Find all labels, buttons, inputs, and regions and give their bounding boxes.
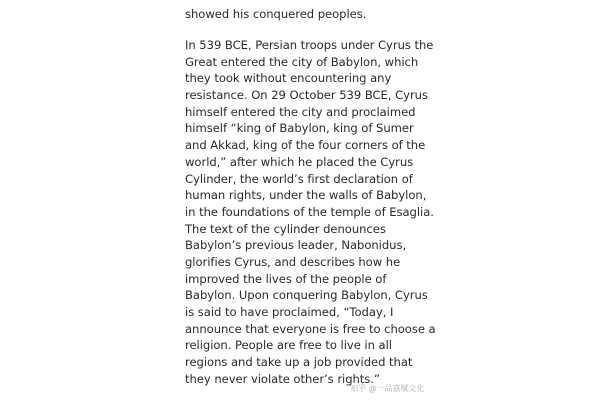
- paragraph-line: is said to have proclaimed, “Today, I: [185, 305, 394, 319]
- paragraph-line: Great entered the city of Babylon, which: [185, 54, 419, 69]
- paragraph-line: himself entered the city and proclaimed: [185, 104, 416, 119]
- paragraph-line: himself “king of Babylon, king of Sumer: [185, 121, 414, 136]
- paragraph-line: world,” after which he placed the Cyrus: [185, 154, 414, 169]
- paragraph-line: The text of the cylinder denounces: [185, 221, 386, 236]
- paragraph-line: improved the lives of the people of: [185, 271, 387, 286]
- paragraph-line: they never violate other’s rights.”: [185, 371, 380, 386]
- paragraph-line: and Akkad, king of the four corners of the: [185, 138, 426, 153]
- paragraph-line: Cylinder, the world’s first declaration of: [185, 171, 413, 186]
- paragraph-line: Babylon. Upon conquering Babylon, Cyrus: [185, 288, 428, 303]
- paragraph-line: resistance. On 29 October 539 BCE, Cyrus: [185, 88, 428, 103]
- paragraph-line: regions and take up a job provided that: [185, 355, 413, 370]
- paragraph-line: In 539 BCE, Persian troops under Cyrus the: [185, 38, 434, 52]
- paragraph-line: religion. People are free to live in all: [185, 338, 392, 353]
- paragraph-line: human rights, under the walls of Babylon,: [185, 188, 427, 203]
- previous-paragraph: [185, 0, 366, 22]
- paragraph-line: glorifies Cyrus, and describes how he: [185, 254, 401, 269]
- paragraph-line: showed his conquered peoples.: [185, 6, 367, 21]
- paragraph-line: announce that everyone is free to choose a: [185, 321, 436, 336]
- paragraph-line: they took without encountering any: [185, 71, 392, 86]
- paragraph-line: in the foundations of the temple of Esaglia.: [185, 204, 434, 219]
- cyrus-paragraph: [185, 37, 436, 387]
- watermark: 知乎 @一品嘉赋文化: [350, 384, 425, 393]
- paragraph-line: Babylon’s previous leader, Nabonidus,: [185, 238, 407, 253]
